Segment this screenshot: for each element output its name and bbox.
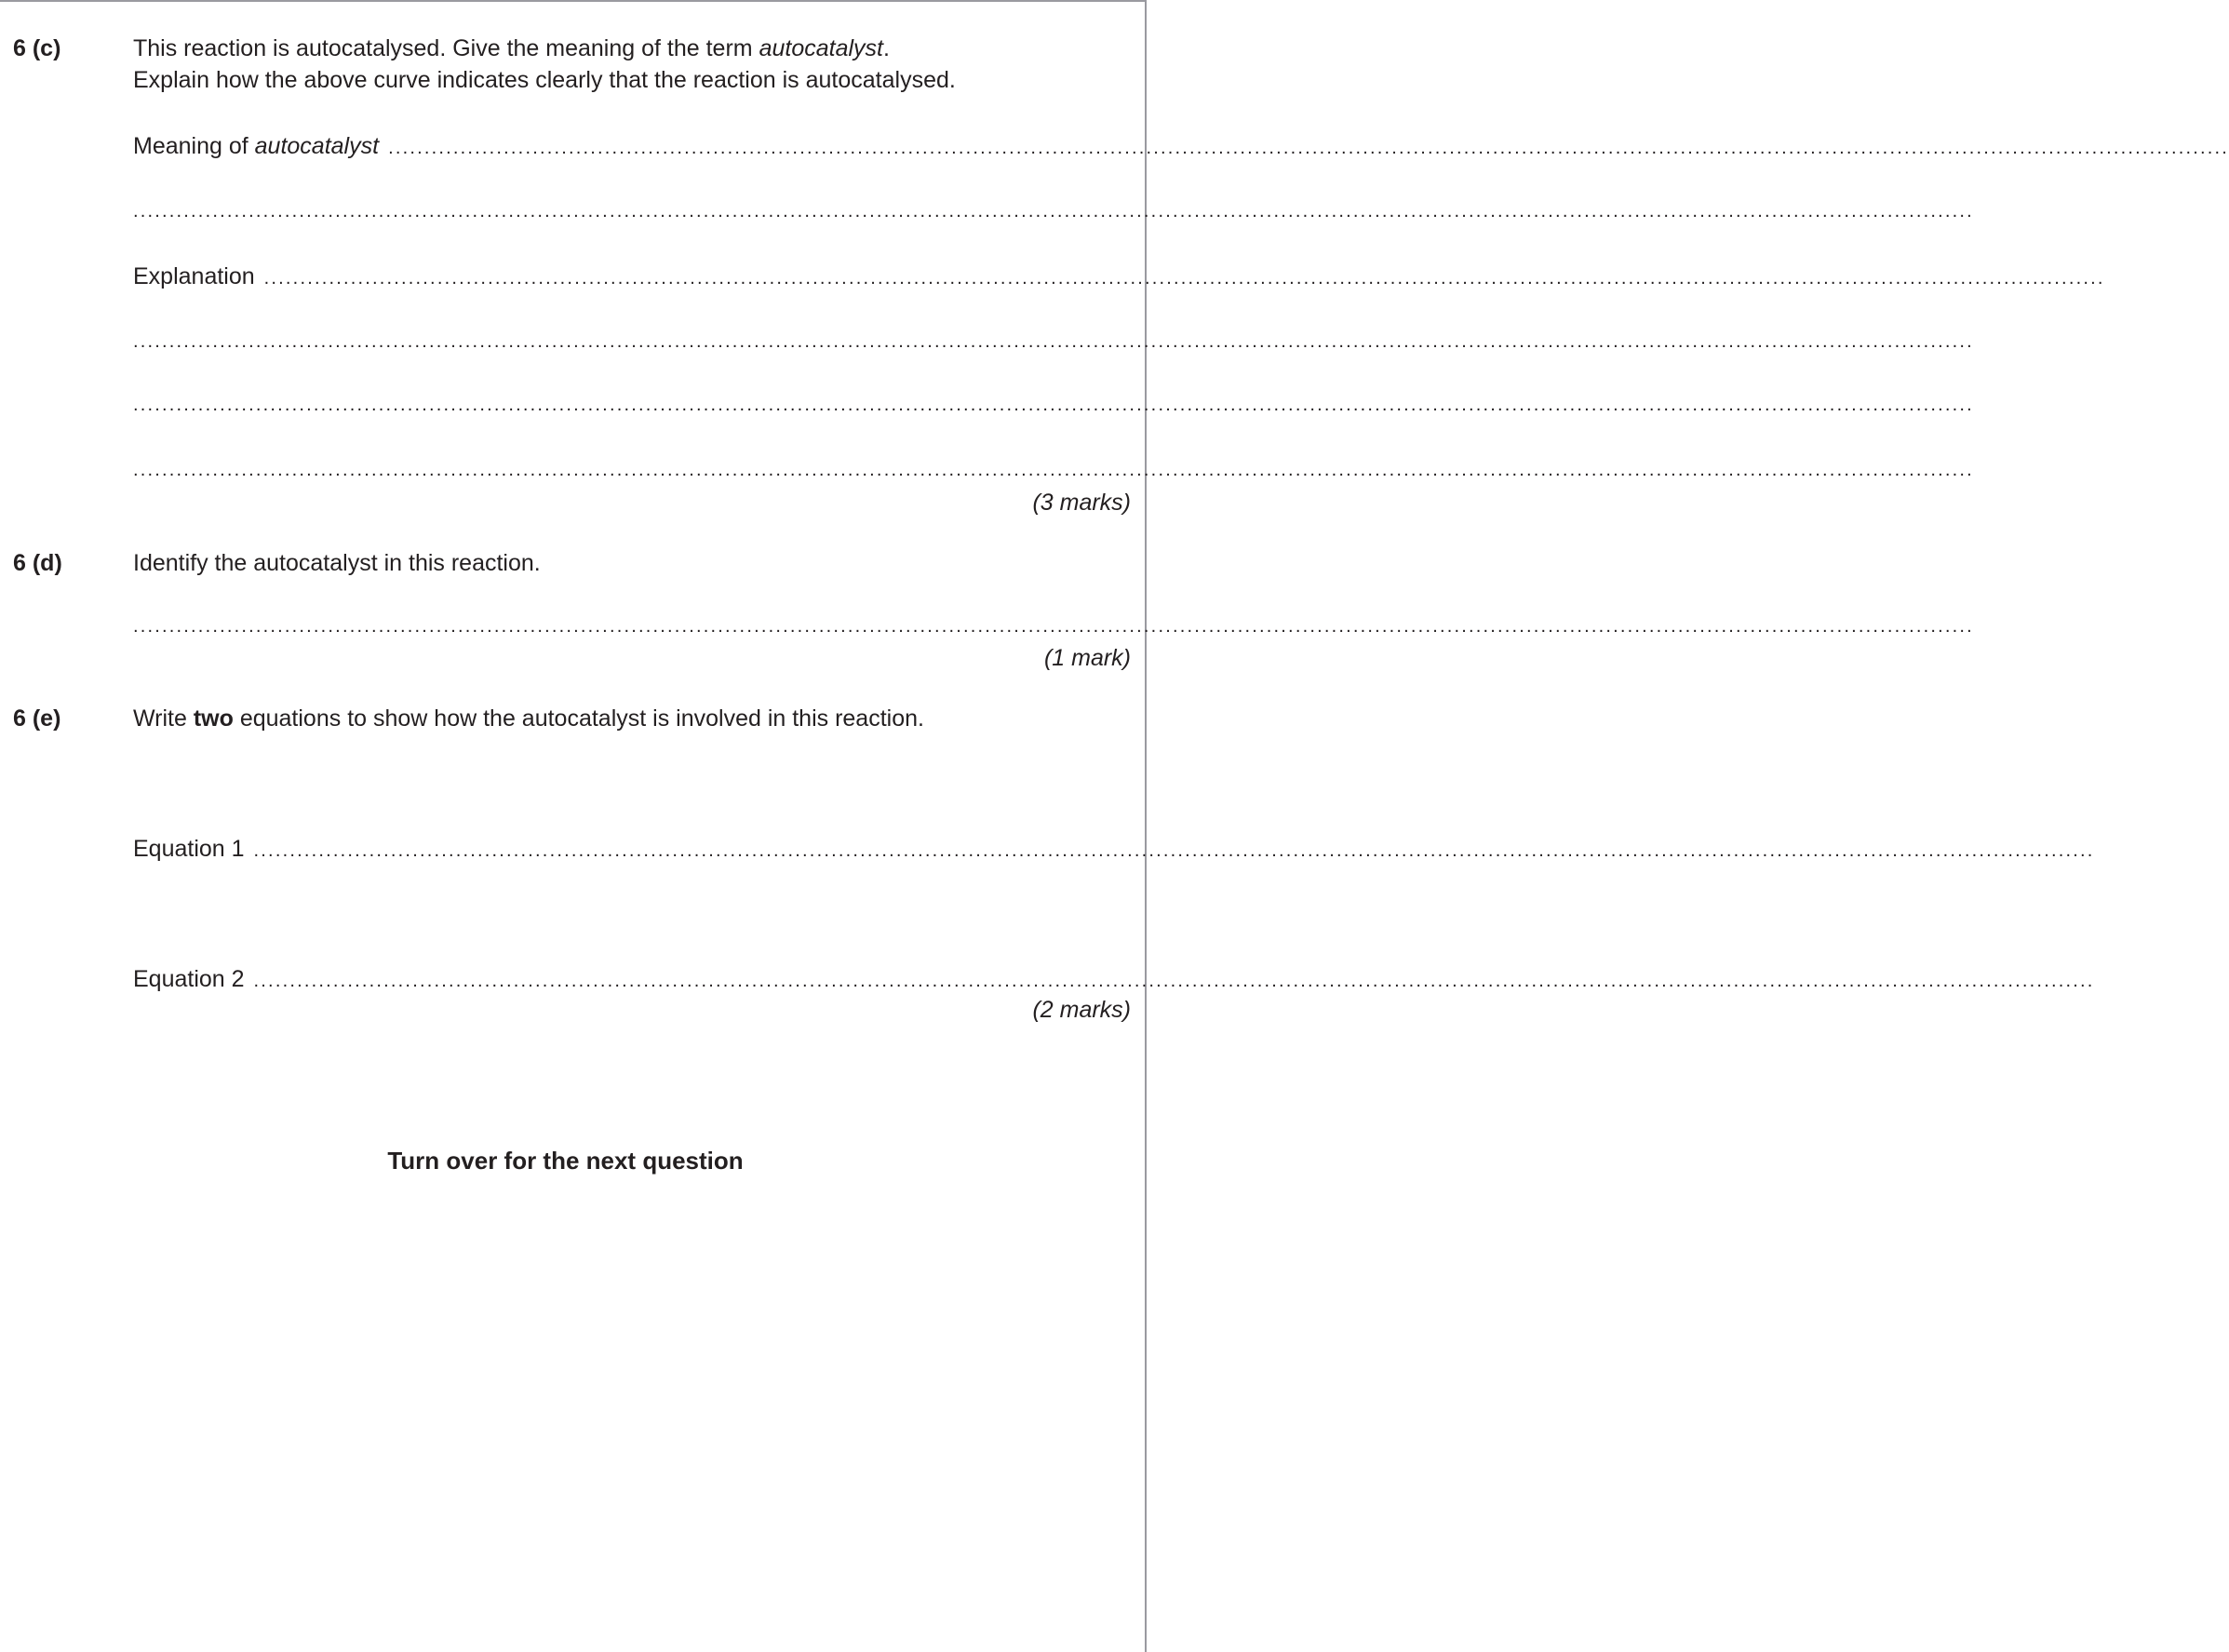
- dotted-answer-line[interactable]: ...............................................................................................................................................................................................................................................................: [133, 616, 1974, 637]
- answer-line-equation-1[interactable]: [133, 833, 2095, 866]
- question-number-6e: 6 (e): [13, 705, 61, 732]
- dotted-answer-line[interactable]: ...............................................................................................................................................................................................................................................................: [263, 268, 2105, 289]
- answer-line-equation-2[interactable]: [133, 963, 2095, 997]
- meaning-label-term: autocatalyst: [254, 133, 380, 159]
- meaning-label-pre: Meaning of: [133, 133, 255, 159]
- turn-over-instruction: Turn over for the next question: [387, 1147, 744, 1175]
- question-6d-prompt: Identify the autocatalyst in this reaction.: [133, 550, 541, 576]
- marks-6d: (1 mark): [1043, 645, 1131, 671]
- equation-1-label: Equation 1: [133, 836, 245, 862]
- question-6e-prompt-pre: Write: [133, 705, 194, 732]
- meaning-label: [133, 130, 379, 162]
- answer-line-meaning-2[interactable]: [133, 195, 1974, 227]
- answer-line-explanation[interactable]: [133, 261, 2105, 294]
- term-autocatalyst: autocatalyst: [759, 35, 883, 61]
- explanation-label: Explanation: [133, 263, 255, 289]
- question-6c-line1: [133, 33, 890, 64]
- equation-2-label: Equation 2: [133, 966, 245, 992]
- dotted-answer-line[interactable]: ...............................................................................................................................................................................................................................................................: [133, 331, 1974, 352]
- question-number-6c: 6 (c): [13, 35, 61, 61]
- dotted-answer-line[interactable]: ...............................................................................................................................................................................................................................................................: [133, 395, 1974, 415]
- dotted-answer-line[interactable]: ...............................................................................................................................................................................................................................................................: [253, 971, 2095, 991]
- answer-line-explanation-2[interactable]: [133, 326, 1974, 357]
- answer-line-6d[interactable]: [133, 611, 1974, 642]
- answer-line-explanation-4[interactable]: [133, 454, 1974, 486]
- question-6e-prompt-bold: two: [193, 705, 234, 732]
- answer-line-meaning[interactable]: [133, 130, 2229, 164]
- question-6e-prompt-post: equations to show how the autocatalyst is involved in this reaction.: [233, 705, 924, 732]
- dotted-answer-line[interactable]: ...............................................................................................................................................................................................................................................................: [388, 138, 2229, 158]
- question-number-6d: 6 (d): [13, 550, 62, 576]
- question-6e-prompt: [133, 703, 924, 734]
- page-border-right: [1145, 0, 1147, 1652]
- question-6c-line2: Explain how the above curve indicates clearly that the reaction is autocatalysed.: [133, 67, 956, 93]
- answer-line-explanation-3[interactable]: [133, 389, 1974, 421]
- question-6c-line1-post: .: [882, 35, 890, 61]
- dotted-answer-line[interactable]: ...............................................................................................................................................................................................................................................................: [133, 460, 1974, 480]
- marks-6e: (2 marks): [1032, 997, 1131, 1023]
- page-border-top: [0, 0, 1147, 2]
- dotted-answer-line[interactable]: ...............................................................................................................................................................................................................................................................: [253, 840, 2095, 861]
- dotted-answer-line[interactable]: ...............................................................................................................................................................................................................................................................: [133, 201, 1974, 222]
- marks-6c: (3 marks): [1032, 490, 1131, 516]
- question-6c-line1-pre: This reaction is autocatalysed. Give the meaning of the term: [133, 35, 759, 61]
